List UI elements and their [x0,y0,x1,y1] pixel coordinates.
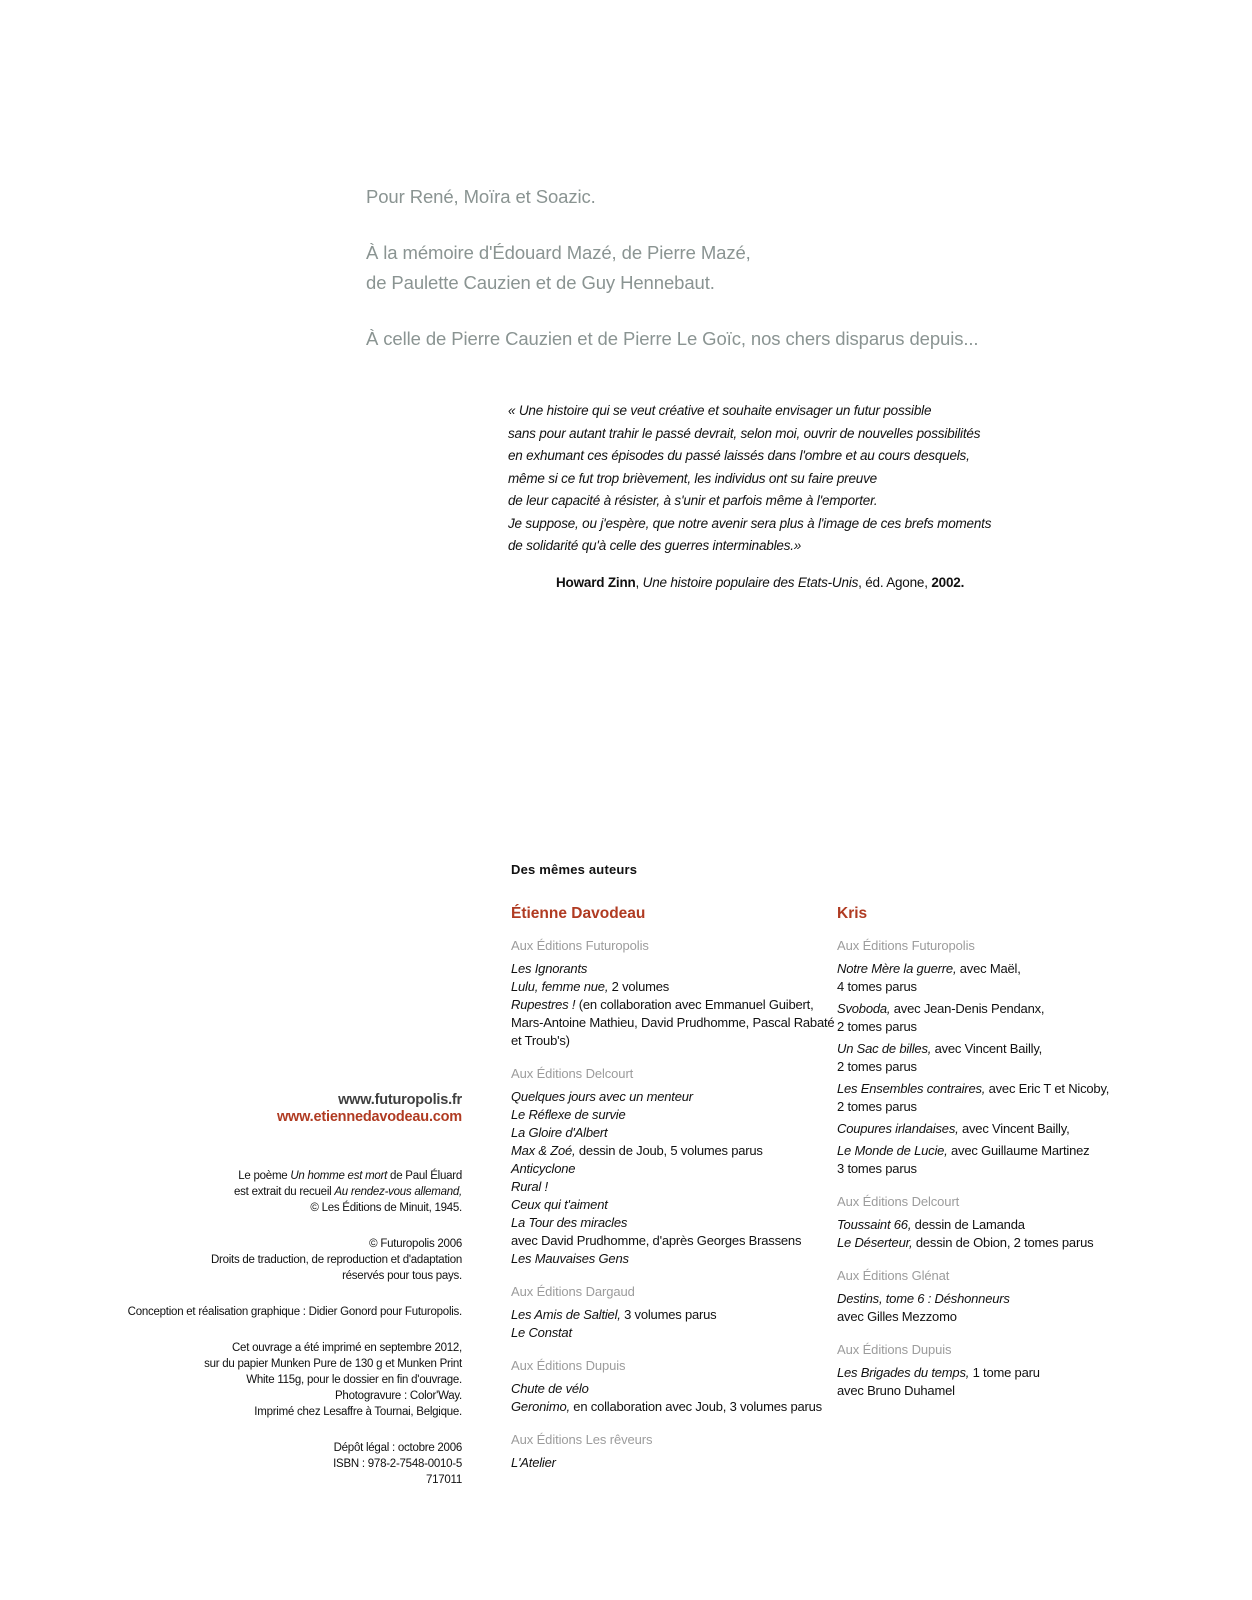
book-entry [837,1364,1137,1400]
book-line [837,1308,1137,1326]
text-segment: Svoboda, [837,1001,891,1016]
dedication [366,182,978,380]
text-segment: Notre Mère la guerre, [837,961,957,976]
book-line [837,1382,1137,1400]
book-line [837,1234,1137,1252]
quote-line: sans pour autant trahir le passé devrait, selon moi, ouvrir de nouvelles possibilités [508,425,981,441]
text-segment: 3 tomes parus [837,1161,917,1176]
publisher-section [511,1358,841,1416]
text-segment: dessin de Lamanda [911,1217,1025,1232]
book-entry [511,1214,841,1250]
book-line [511,1306,841,1324]
text-segment: Quelques jours avec un menteur [511,1089,693,1104]
text-segment: avec Vincent Bailly, [931,1041,1043,1056]
text-segment: © Futuropolis 2006 [369,1238,462,1250]
book-entry [511,960,841,978]
quote-line: de leur capacité à résister, à s'unir et parfois même à l'emporter. [508,493,878,508]
text-segment: Photogravure : Color'Way. [335,1390,462,1402]
author-name: Étienne Davodeau [511,905,646,922]
publisher-label: Aux Éditions Glénat [837,1268,950,1283]
book-entry [511,1324,841,1342]
text-segment: 2 tomes parus [837,1019,917,1034]
futuropolis-url[interactable]: www.futuropolis.fr [338,1092,462,1108]
text-segment: Les Ensembles contraires, [837,1081,986,1096]
colophon-line [40,1184,462,1200]
book-line [511,978,841,996]
colophon-line [40,1200,462,1216]
book-line [511,1250,841,1268]
book-entry [511,996,841,1050]
colophon-line [40,1252,462,1268]
colophon-line [40,1340,462,1356]
text-segment: sur du papier Munken Pure de 130 g et Munken Print [204,1358,462,1370]
text-segment: Un Sac de billes, [837,1041,932,1056]
quote-attribution [556,575,964,590]
author-column-kris [837,905,1137,1416]
text-segment: Conception et réalisation graphique : Didier Gonord pour Futuropolis. [127,1306,462,1318]
text-segment: Droits de traduction, de reproduction et d'adaptation [210,1254,462,1266]
text-segment: de Paul Éluard [387,1170,462,1182]
text-segment: avec Bruno Duhamel [837,1383,955,1398]
book-line [837,1160,1137,1178]
book-entry [511,978,841,996]
colophon [40,1092,462,1508]
text-segment: 717011 [425,1474,462,1486]
book-line [511,1124,841,1142]
book-line [511,1196,841,1214]
publisher-label: Aux Éditions Delcourt [511,1066,634,1081]
text-segment: Mars-Antoine Mathieu, David Prudhomme, Pascal Rabaté [511,1015,835,1030]
text-segment: avec Jean-Denis Pendanx, [890,1001,1045,1016]
text-segment: L'Atelier [511,1455,556,1470]
publisher-section [837,1342,1137,1400]
text-segment: 3 volumes parus [620,1307,717,1322]
book-line [837,1364,1137,1382]
publisher-section [511,1066,841,1268]
text-segment: Lulu, femme nue, [511,979,609,994]
book-line [837,1018,1137,1036]
book-line [511,1088,841,1106]
dedication-line: Pour René, Moïra et Soazic. [366,186,596,207]
book-entry [511,1106,841,1124]
book-entry [837,1142,1137,1178]
book-entry [511,1178,841,1196]
text-segment: Le Constat [511,1325,572,1340]
dedication-paragraph [366,238,978,298]
publisher-label: Aux Éditions Futuropolis [511,938,649,953]
text-segment: Coupures irlandaises, [837,1121,959,1136]
colophon-line [40,1440,462,1456]
book-line [511,996,841,1014]
book-line [511,960,841,978]
davodeau-url[interactable]: www.etiennedavodeau.com [276,1109,462,1125]
book-entry [511,1196,841,1214]
book-entry [511,1142,841,1160]
book-line [837,1000,1137,1018]
book-entry [837,1080,1137,1116]
text-segment: avec Gilles Mezzomo [837,1309,957,1324]
publisher-section [837,938,1137,1178]
colophon-line [40,1168,462,1184]
colophon-line [40,1456,462,1472]
same-authors-heading: Des mêmes auteurs [511,862,638,877]
book-line [511,1232,841,1250]
book-line [837,1142,1137,1160]
colophon-line [40,1304,462,1320]
book-entry [837,1290,1137,1326]
text-segment: Howard Zinn [556,575,636,590]
text-segment: Dépôt légal : octobre 2006 [333,1442,462,1454]
quote-line: même si ce fut trop brièvement, les individus ont su faire preuve [508,470,877,486]
text-segment: et Troub's) [511,1033,570,1048]
text-segment: Les Mauvaises Gens [511,1251,629,1266]
text-segment: , [635,575,643,590]
text-segment: Une histoire populaire des Etats-Unis [642,575,859,590]
text-segment: 2 volumes [608,979,670,994]
book-line [837,978,1137,996]
publisher-section [837,1268,1137,1326]
text-segment: Le Déserteur, [837,1235,913,1250]
text-segment: Imprimé chez Lesaffre à Tournai, Belgique. [254,1406,462,1418]
text-segment: Toussaint 66, [837,1217,912,1232]
book-line [837,1098,1137,1116]
dedication-paragraph [366,182,978,212]
website-links [40,1092,462,1126]
book-line [511,1106,841,1124]
publisher-label: Aux Éditions Dargaud [511,1284,635,1299]
colophon-line [40,1388,462,1404]
text-segment: avec David Prudhomme, d'après Georges Brassens [511,1233,802,1248]
book-entry [837,1000,1137,1036]
text-segment: 2002. [931,575,965,590]
text-segment: avec Maël, [956,961,1021,976]
text-segment: La Tour des miracles [511,1215,628,1230]
book-line [511,1454,841,1472]
colophon-line [40,1404,462,1420]
colophon-line [40,1472,462,1488]
text-segment: avec Guillaume Martinez [947,1143,1090,1158]
dedication-paragraph [366,324,978,354]
book-entry [511,1454,841,1472]
colophon-group-printing [40,1340,462,1420]
text-segment: avec Vincent Bailly, [958,1121,1070,1136]
colophon-line [40,1236,462,1252]
book-entry [511,1398,841,1416]
text-segment: Les Amis de Saltiel, [511,1307,621,1322]
dedication-line: de Paulette Cauzien et de Guy Hennebaut. [366,272,715,293]
book-line [837,1080,1137,1098]
publisher-section [511,1432,841,1472]
quote-line: Je suppose, ou j'espère, que notre avenir sera plus à l'image de ces brefs moments [508,515,992,531]
text-segment: Destins, tome 6 : Déshonneurs [837,1291,1010,1306]
text-segment: Le Monde de Lucie, [837,1143,948,1158]
text-segment: Rural ! [511,1179,548,1194]
dedication-line: À celle de Pierre Cauzien et de Pierre Le Goïc, nos chers disparus depuis... [366,328,979,349]
text-segment: 1 tome paru [969,1365,1040,1380]
book-line [511,1214,841,1232]
publisher-section [511,1284,841,1342]
author-column-davodeau [511,905,841,1488]
text-segment: avec Eric T et Nicoby, [985,1081,1110,1096]
colophon-group-poem-credit [40,1168,462,1216]
text-segment: Max & Zoé, [511,1143,576,1158]
text-segment: est extrait du recueil [234,1186,335,1198]
quote-line: « Une histoire qui se veut créative et souhaite envisager un futur possible [508,403,932,418]
book-entry [511,1160,841,1178]
text-segment: White 115g, pour le dossier en fin d'ouvrage. [246,1374,462,1386]
text-segment: Les Brigades du temps, [837,1365,970,1380]
book-line [837,1058,1137,1076]
publisher-section [837,1194,1137,1252]
colophon-line [40,1268,462,1284]
text-segment: réservés pour tous pays. [342,1270,462,1282]
text-segment: Cet ouvrage a été imprimé en septembre 2012, [232,1342,462,1354]
text-segment: Geronimo, [511,1399,570,1414]
text-segment: 2 tomes parus [837,1059,917,1074]
text-segment: dessin de Joub, 5 volumes parus [575,1143,763,1158]
colophon-group-copyright [40,1236,462,1284]
book-line [511,1142,841,1160]
text-segment: , éd. Agone, [858,575,932,590]
colophon-group-design-credit [40,1304,462,1320]
book-line [837,1216,1137,1234]
book-line [511,1178,841,1196]
text-segment: 2 tomes parus [837,1099,917,1114]
book-line [837,1290,1137,1308]
text-segment: Rupestres ! [511,997,576,1012]
book-entry [837,1040,1137,1076]
text-segment: Les Ignorants [511,961,588,976]
book-entry [511,1124,841,1142]
text-segment: (en collaboration avec Emmanuel Guibert, [575,997,814,1012]
text-segment: 4 tomes parus [837,979,917,994]
book-entry [511,1306,841,1324]
publisher-label: Aux Éditions Futuropolis [837,938,975,953]
text-segment: Chute de vélo [511,1381,589,1396]
text-segment: dessin de Obion, 2 tomes parus [912,1235,1094,1250]
text-segment: Le Réflexe de survie [511,1107,626,1122]
book-entry [511,1250,841,1268]
book-line [511,1014,841,1032]
text-segment: Anticyclone [511,1161,576,1176]
colophon-line [40,1356,462,1372]
publisher-label: Aux Éditions Dupuis [837,1342,952,1357]
text-segment: © Les Éditions de Minuit, 1945. [310,1202,462,1214]
text-segment: Un homme est mort [290,1170,388,1182]
text-segment: La Gloire d'Albert [511,1125,608,1140]
book-entry [511,1380,841,1398]
book-line [837,1040,1137,1058]
book-line [511,1380,841,1398]
author-name: Kris [837,905,868,922]
quote-lines [508,400,991,558]
text-segment: Le poème [238,1170,291,1182]
text-segment: Au rendez-vous allemand, [334,1186,462,1198]
text-segment: Ceux qui t'aiment [511,1197,608,1212]
book-entry [837,1120,1137,1138]
publisher-label: Aux Éditions Delcourt [837,1194,960,1209]
colophon-group-legal [40,1440,462,1488]
book-entry [837,1216,1137,1252]
text-segment: en collaboration avec Joub, 3 volumes parus [569,1399,822,1414]
colophon-line [40,1372,462,1388]
book-entry [837,960,1137,996]
book-line [511,1160,841,1178]
book-entry [511,1088,841,1106]
book-line [511,1032,841,1050]
book-line [837,960,1137,978]
book-line [511,1324,841,1342]
publisher-section [511,938,841,1050]
book-line [511,1398,841,1416]
book-line [837,1120,1137,1138]
colophon-groups [40,1168,462,1488]
dedication-line: À la mémoire d'Édouard Mazé, de Pierre Mazé, [366,242,751,263]
quote-line: de solidarité qu'à celle des guerres interminables.» [508,538,802,553]
quote-line: en exhumant ces épisodes du passé laissés dans l'ombre et au cours desquels, [508,448,970,463]
publisher-label: Aux Éditions Dupuis [511,1358,626,1373]
publisher-label: Aux Éditions Les rêveurs [511,1432,653,1447]
text-segment: ISBN : 978-2-7548-0010-5 [333,1458,462,1470]
